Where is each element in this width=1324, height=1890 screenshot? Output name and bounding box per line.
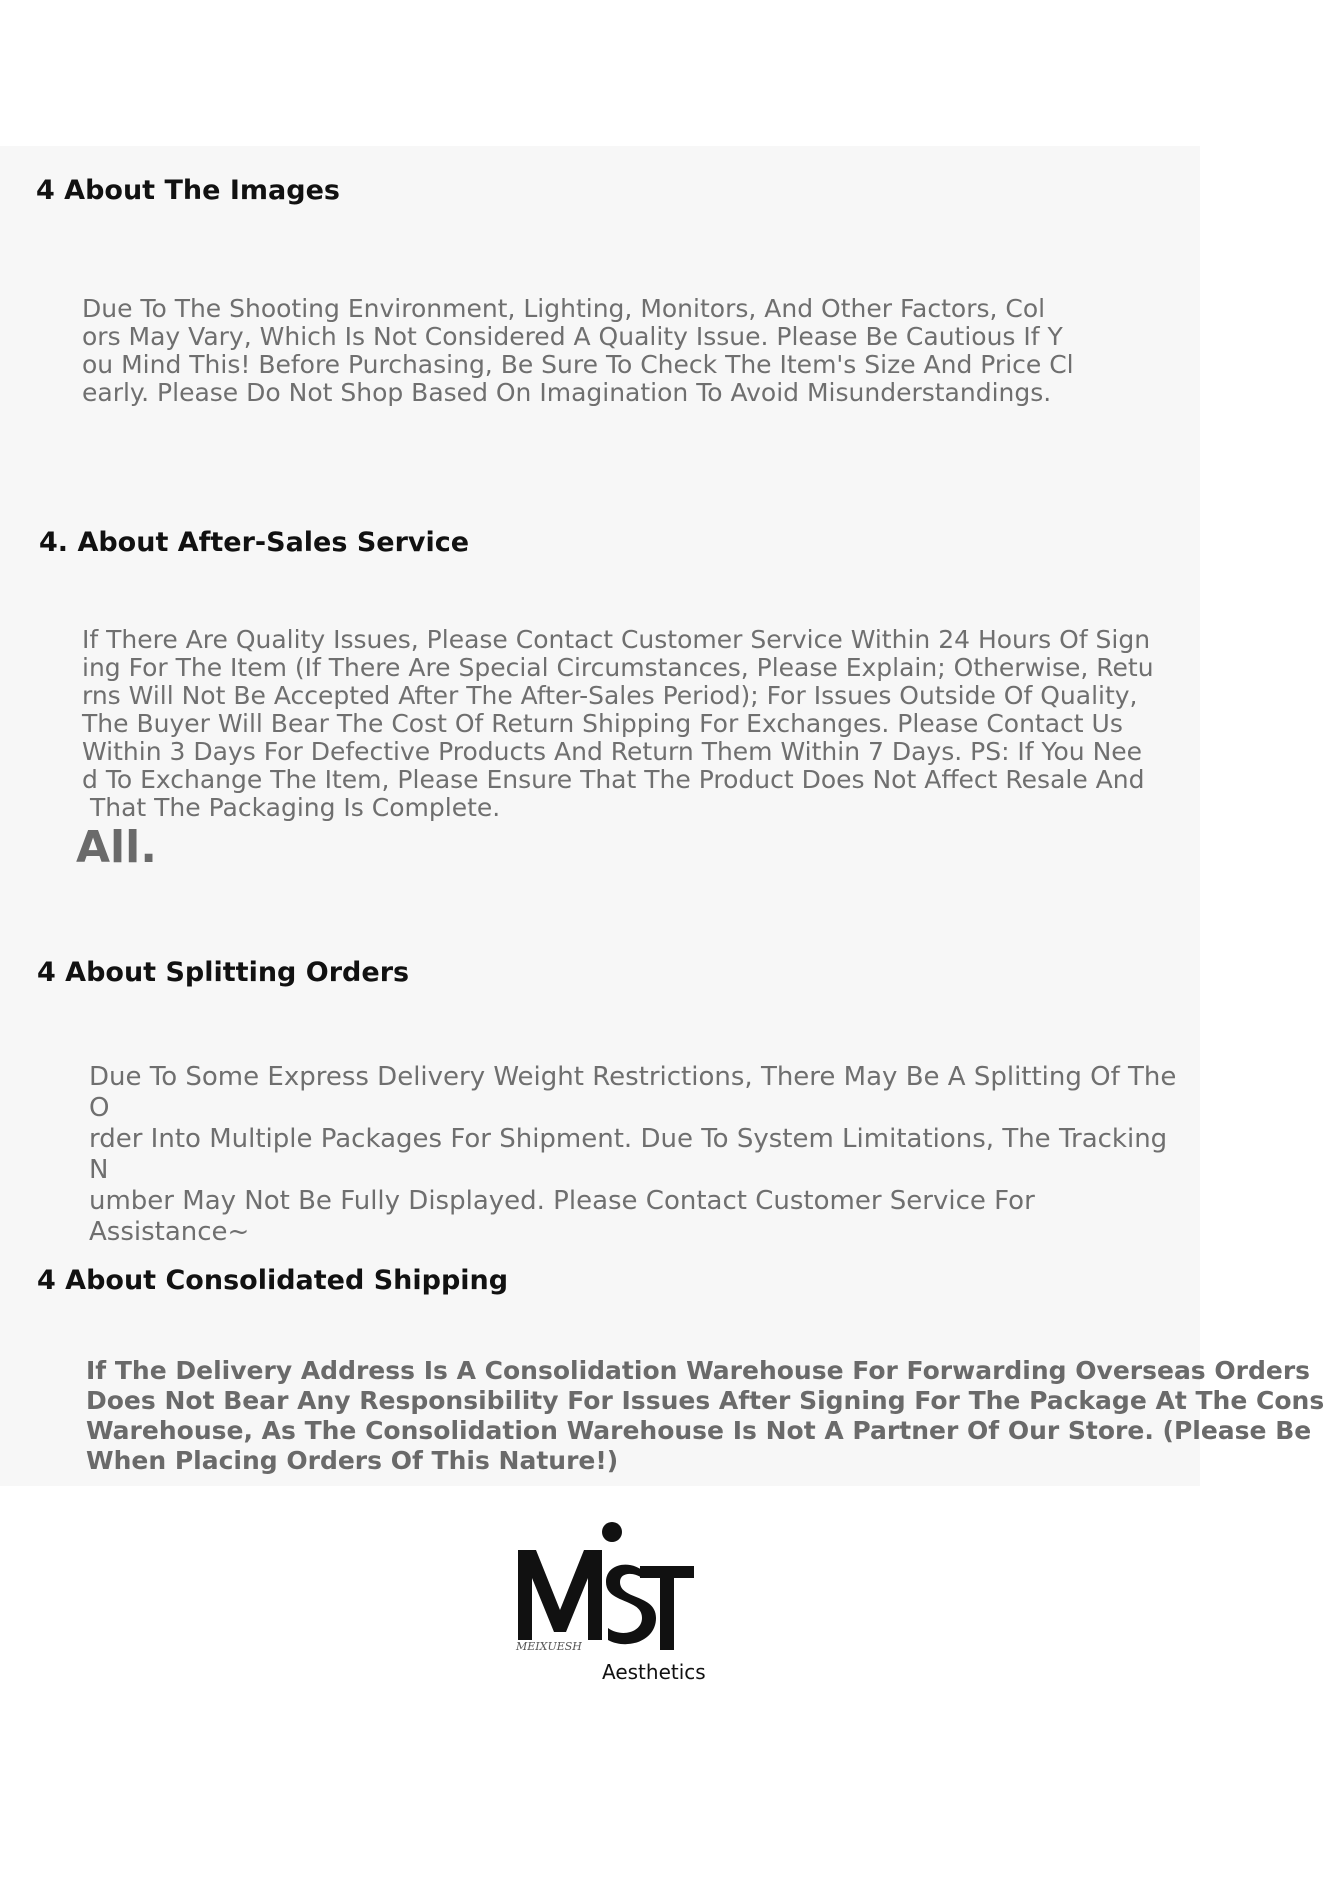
section-heading-splitting: 4 About Splitting Orders [37, 957, 410, 988]
section-body-splitting: Due To Some Express Delivery Weight Restrictions, There May Be A Splitting Of The O rder Into Multiple Packages For Shipment. Due To System Limitations, The Tracking N umber May Not Be Fully Displayed. Please Contact Customer Service For Assistance~ [89, 1062, 1177, 1247]
section-trailing-all: All. [76, 822, 157, 873]
section-heading-images: 4 About The Images [36, 175, 340, 206]
logo-caption: Aesthetics [602, 1660, 706, 1684]
logo-small-text: MEIXUESH [516, 1640, 582, 1653]
section-body-consolidated: If The Delivery Address Is A Consolidation Warehouse For Forwarding Overseas Orders Does Not Bear Any Responsibility For Issues After Signing For The Package At The Cons Warehouse, As The Consolidation Warehouse Is Not A Partner Of Our Store. (Please Be When Placing Orders Of This Nature!) [86, 1356, 1324, 1475]
section-body-after-sales: If There Are Quality Issues, Please Contact Customer Service Within 24 Hours Of Sign ing For The Item (If There Are Special Circumstances, Please Explain; Otherwise, Retu rns Will Not Be Accepted After The After-Sales Period); For Issues Outside Of Quality, The Buyer Will Bear The Cost Of Return Shipping For Exchanges. Please Contact Us Within 3 Days For Defective Products And Return Them Within 7 Days. PS: If You Nee d To Exchange The Item, Please Ensure That The Product Does Not Affect Resale And That The Packaging Is Complete. [82, 625, 1154, 822]
section-heading-consolidated: 4 About Consolidated Shipping [37, 1265, 509, 1296]
section-body-images: Due To The Shooting Environment, Lighting, Monitors, And Other Factors, Col ors May Vary, Which Is Not Considered A Quality Issue. Please Be Cautious If Y ou Mind This! Before Purchasing, Be Sure To Check The Item's Size And Price Cl early. Please Do Not Shop Based On Imagination To Avoid Misunderstandings. [82, 294, 1074, 407]
section-heading-after-sales: 4. About After-Sales Service [39, 527, 470, 558]
